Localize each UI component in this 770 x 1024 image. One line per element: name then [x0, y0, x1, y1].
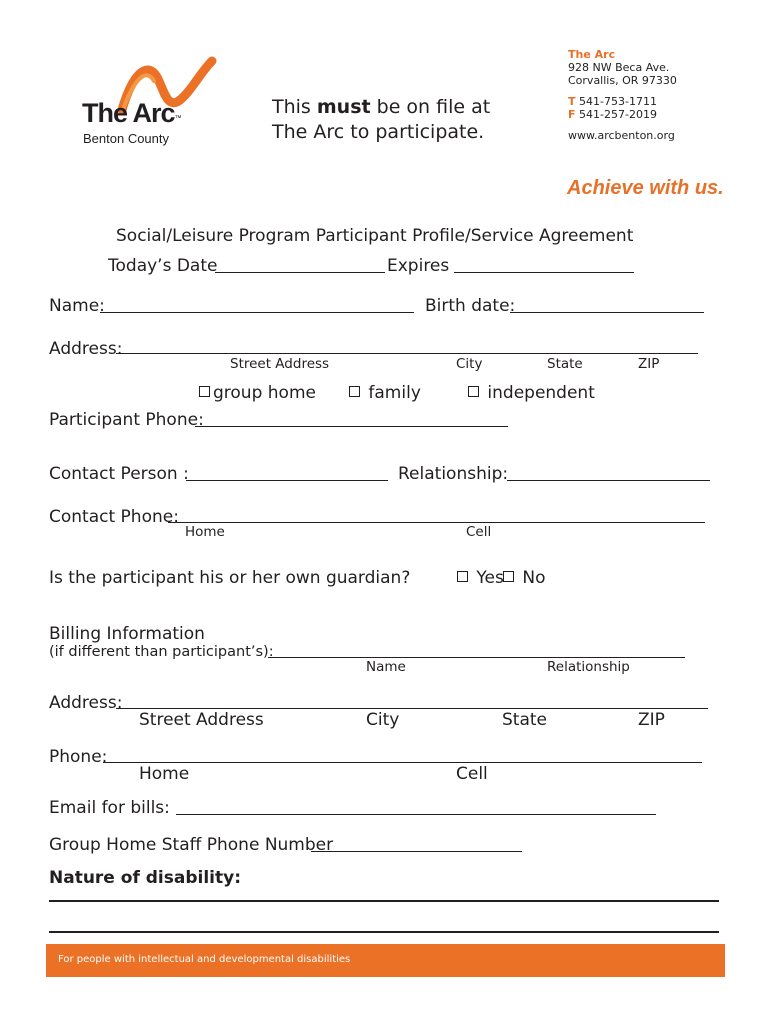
contact-phone-label: Contact Phone: — [49, 507, 179, 527]
notice-line-1 — [272, 96, 490, 118]
org-tel — [568, 95, 657, 108]
contact-person-label: Contact Person : — [49, 464, 189, 484]
logo-county: Benton County — [83, 131, 170, 146]
group-home-staff-field[interactable] — [311, 851, 522, 852]
expires-field[interactable] — [454, 272, 634, 273]
email-bills-field[interactable] — [176, 814, 656, 815]
checkbox-icon[interactable] — [457, 571, 468, 582]
guardian-no[interactable] — [503, 568, 546, 588]
billing-name-caption: Name — [366, 659, 406, 675]
notice-line-2: The Arc to participate. — [272, 121, 485, 143]
org-city: Corvallis, OR 97330 — [568, 74, 677, 87]
org-name: The Arc — [568, 48, 616, 61]
group-home-staff-label: Group Home Staff Phone Number — [49, 835, 334, 855]
billing-street-caption: Street Address — [139, 710, 264, 730]
logo-tm: ™ — [174, 115, 181, 122]
street-address-caption: Street Address — [230, 356, 330, 372]
tel-number: 541-753-1711 — [579, 95, 657, 108]
state-caption: State — [547, 356, 583, 372]
org-fax — [568, 108, 657, 121]
billing-address-label: Address: — [49, 693, 123, 713]
billing-note: (if different than participant’s): — [49, 644, 274, 660]
address-label: Address: — [49, 339, 123, 359]
checkbox-icon[interactable] — [349, 386, 360, 397]
notice-pre: This — [272, 96, 317, 118]
tagline: Achieve with us. — [567, 177, 724, 199]
city-caption: City — [456, 356, 483, 372]
option-independent-label: independent — [487, 383, 595, 403]
billing-cell-caption: Cell — [456, 764, 488, 784]
name-label: Name: — [49, 296, 105, 316]
home-caption: Home — [185, 524, 225, 540]
fax-label: F — [568, 108, 576, 121]
todays-date-field[interactable] — [215, 272, 385, 273]
billing-city-caption: City — [366, 710, 400, 730]
birth-date-field[interactable] — [510, 312, 704, 313]
contact-person-field[interactable] — [186, 480, 388, 481]
birth-date-label: Birth date: — [425, 296, 516, 316]
cell-caption: Cell — [466, 524, 492, 540]
billing-relationship-caption: Relationship — [547, 659, 630, 675]
notice-post: be on file at — [370, 96, 491, 118]
option-independent[interactable] — [468, 383, 595, 403]
participant-phone-field[interactable] — [195, 426, 508, 427]
nature-disability-label: Nature of disability: — [49, 868, 241, 888]
footer-bar — [46, 944, 725, 977]
option-family[interactable] — [349, 383, 421, 403]
form-title: Social/Leisure Program Participant Profile/Service Agreement — [116, 226, 634, 246]
guardian-yes-label: Yes — [476, 568, 504, 588]
address-field[interactable] — [116, 353, 698, 354]
logo-name: The Arc — [82, 98, 175, 128]
billing-name-field[interactable] — [268, 657, 685, 658]
guardian-no-label: No — [522, 568, 546, 588]
contact-phone-field[interactable] — [168, 522, 705, 523]
org-website[interactable]: www.arcbenton.org — [568, 129, 675, 142]
option-family-label: family — [368, 383, 421, 403]
email-bills-label: Email for bills: — [49, 798, 170, 818]
checkbox-icon[interactable] — [503, 571, 514, 582]
option-group-home-label: group home — [213, 383, 316, 403]
participant-phone-label: Participant Phone: — [49, 410, 204, 430]
name-field[interactable] — [100, 312, 414, 313]
billing-phone-field[interactable] — [103, 762, 702, 763]
org-street: 928 NW Beca Ave. — [568, 61, 670, 74]
expires-label: Expires — [387, 256, 450, 276]
notice-bold: must — [316, 96, 371, 118]
tel-label: T — [568, 95, 576, 108]
guardian-question: Is the participant his or her own guardian? — [49, 568, 411, 588]
checkbox-icon[interactable] — [199, 386, 210, 397]
option-group-home[interactable] — [199, 383, 316, 403]
billing-title: Billing Information — [49, 624, 205, 644]
zip-caption: ZIP — [638, 356, 660, 372]
relationship-label: Relationship: — [398, 464, 509, 484]
billing-address-field[interactable] — [116, 708, 708, 709]
todays-date-label: Today’s Date — [108, 256, 218, 276]
relationship-field[interactable] — [507, 480, 710, 481]
billing-home-caption: Home — [139, 764, 190, 784]
billing-zip-caption: ZIP — [638, 710, 665, 730]
fax-number: 541-257-2019 — [579, 108, 657, 121]
nature-disability-line-2[interactable] — [49, 931, 719, 933]
billing-state-caption: State — [502, 710, 547, 730]
checkbox-icon[interactable] — [468, 386, 479, 397]
footer-text: For people with intellectual and developmental disabilities — [58, 954, 351, 965]
guardian-yes[interactable] — [457, 568, 504, 588]
billing-phone-label: Phone: — [49, 747, 108, 767]
nature-disability-line-1[interactable] — [49, 900, 719, 902]
